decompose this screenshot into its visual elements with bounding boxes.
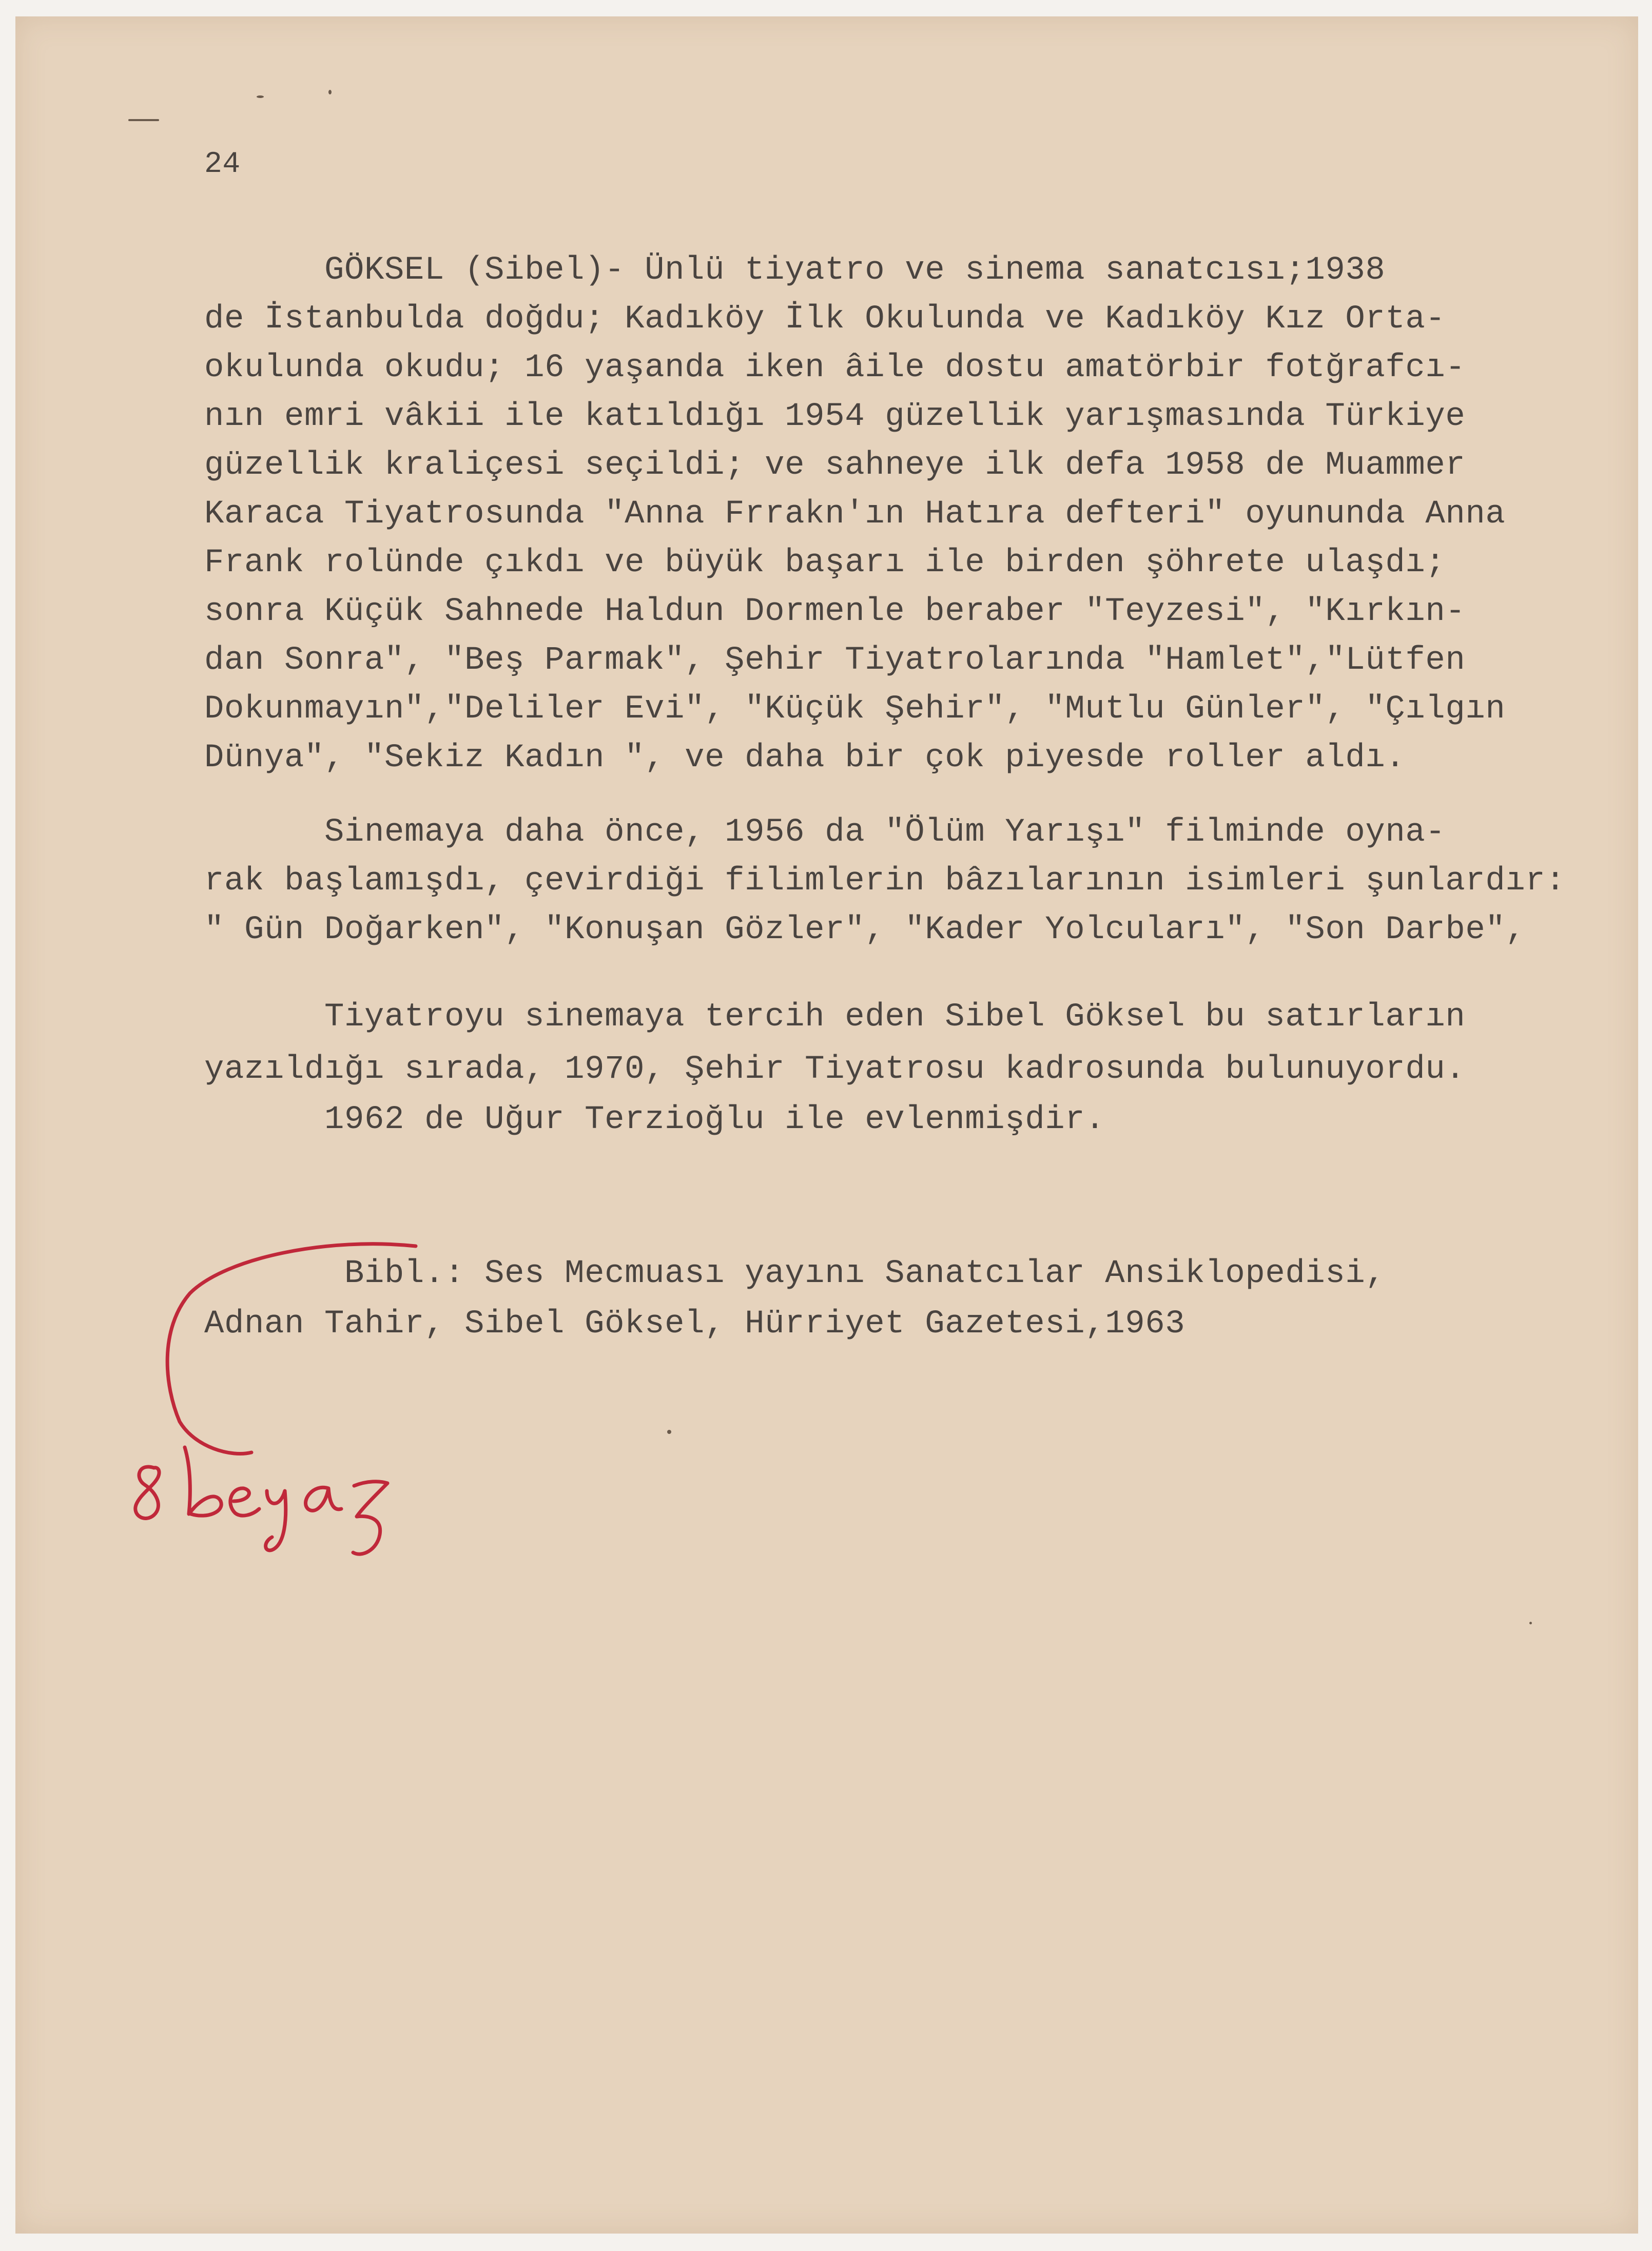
text-line: de İstanbulda doğdu; Kadıköy İlk Okulunda ve Kadıköy Kız Orta- [204, 301, 1446, 338]
text-line: Frank rolünde çıkdı ve büyük başarı ile birden şöhrete ulaşdı; [204, 545, 1446, 581]
bibliography-line: Bibl.: Ses Mecmuası yayını Sanatcılar Ansiklopedisi, [204, 1255, 1386, 1292]
text-line: rak başlamışdı, çevirdiği filimlerin bâzılarının isimleri şunlardır: [204, 863, 1566, 900]
text-line: Dünya", "Sekiz Kadın ", ve daha bir çok piyesde roller aldı. [204, 740, 1406, 777]
paper-mark [1529, 1622, 1532, 1624]
text-line: Sinemaya daha önce, 1956 da "Ölüm Yarışı" filminde oyna- [204, 814, 1446, 851]
text-line: 1962 de Uğur Terzioğlu ile evlenmişdir. [204, 1101, 1105, 1138]
page-number: 24 [204, 148, 241, 181]
text-line: Dokunmayın","Deliler Evi", "Küçük Şehir", "Mutlu Günler", "Çılgın [204, 691, 1506, 728]
text-line: yazıldığı sırada, 1970, Şehir Tiyatrosu kadrosunda bulunuyordu. [204, 1051, 1466, 1088]
paper-mark [257, 95, 264, 98]
text-line: " Gün Doğarken", "Konuşan Gözler", "Kader Yolcuları", "Son Darbe", [204, 911, 1526, 948]
text-line: sonra Küçük Sahnede Haldun Dormenle beraber "Teyzesi", "Kırkın- [204, 593, 1466, 630]
text-line: nın emri vâkii ile katıldığı 1954 güzellik yarışmasında Türkiye [204, 398, 1466, 435]
paper-mark [667, 1430, 671, 1434]
text-line: güzellik kraliçesi seçildi; ve sahneye ilk defa 1958 de Muammer [204, 447, 1466, 484]
text-line: Karaca Tiyatrosunda "Anna Frrakn'ın Hatıra defteri" oyununda Anna [204, 496, 1506, 533]
paper-mark [328, 90, 332, 94]
text-line: GÖKSEL (Sibel)- Ünlü tiyatro ve sinema sanatcısı;1938 [204, 252, 1386, 289]
text-line: Tiyatroyu sinemaya tercih eden Sibel Göksel bu satırların [204, 999, 1466, 1036]
paper-mark [128, 119, 159, 121]
text-line: okulunda okudu; 16 yaşanda iken âile dostu amatörbir fotğrafcı- [204, 350, 1466, 386]
bibliography-line: Adnan Tahir, Sibel Göksel, Hürriyet Gazetesi,1963 [204, 1306, 1185, 1343]
text-line: dan Sonra", "Beş Parmak", Şehir Tiyatrolarında "Hamlet","Lütfen [204, 642, 1466, 679]
